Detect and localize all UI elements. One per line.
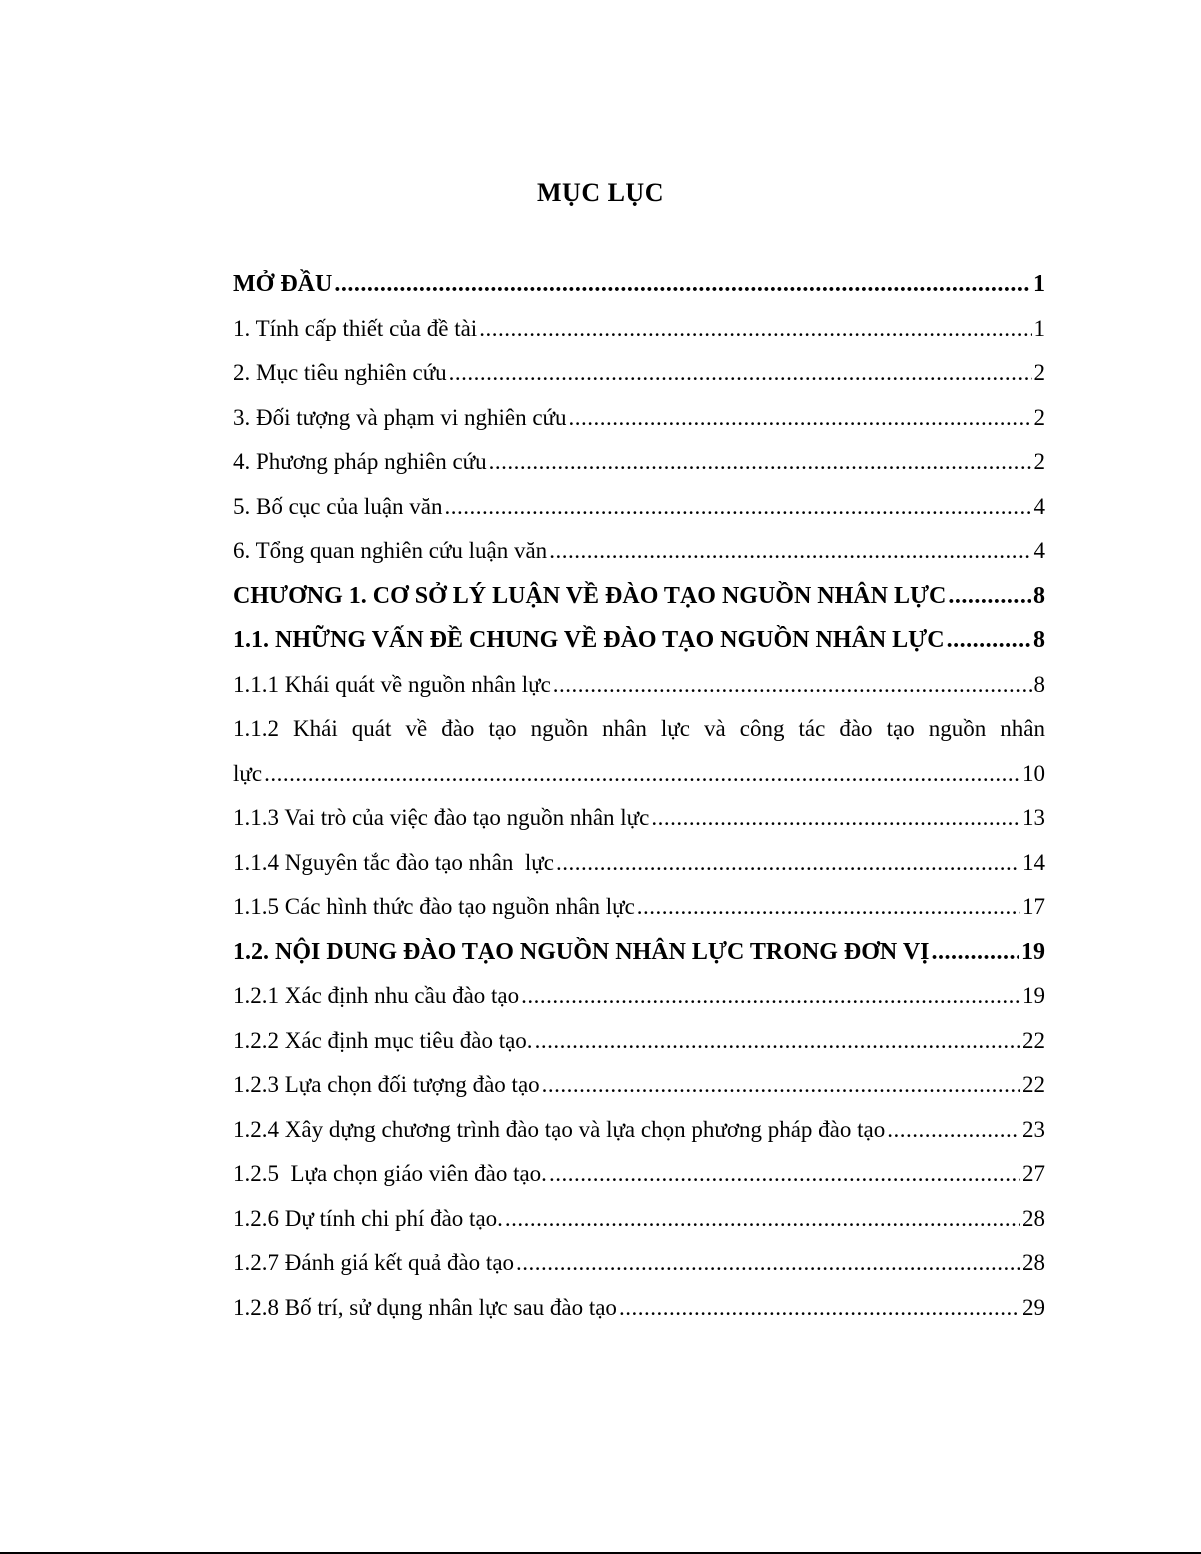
- toc-leader-dots: [549, 1152, 1020, 1197]
- toc-leader-dots: [479, 307, 1031, 352]
- toc-page-number: 27: [1022, 1161, 1045, 1186]
- toc-entry-label: 3. Đối tượng và phạm vi nghiên cứu: [233, 404, 567, 430]
- toc-page-number: 13: [1022, 805, 1045, 830]
- toc-entry-mo-dau[interactable]: [233, 262, 1045, 307]
- toc-entry-label-line1: 1.1.2 Khái quát về đào tạo nguồn nhân lực và công tác đào tạo nguồn nhân: [233, 716, 1045, 741]
- toc-entry[interactable]: [233, 1108, 1045, 1153]
- toc-leader-dots: [334, 262, 1031, 307]
- toc-page-number: 22: [1022, 1027, 1045, 1053]
- toc-entry[interactable]: [233, 1286, 1045, 1331]
- toc-page-number: 28: [1022, 1205, 1045, 1231]
- toc-entry-label: 1.2.2 Xác định mục tiêu đào tạo.: [233, 1027, 533, 1053]
- toc-entry-label: 1.1.1 Khái quát về nguồn nhân lực: [233, 671, 551, 697]
- toc-page-number: 22: [1022, 1072, 1045, 1097]
- toc-entry-label: 1.1.4 Nguyên tắc đào tạo nhân lực: [233, 849, 554, 875]
- toc-leader-dots: [887, 1108, 1020, 1153]
- toc-page-number: 4: [1033, 538, 1045, 563]
- toc-entry-chapter-1[interactable]: [233, 574, 1045, 619]
- toc-page-number: 8: [1033, 582, 1045, 609]
- toc-entry-label: 5. Bố cục của luận văn: [233, 493, 443, 519]
- toc-entry[interactable]: [233, 974, 1045, 1019]
- toc-leader-dots: [535, 1019, 1020, 1064]
- toc-entry[interactable]: [233, 796, 1045, 841]
- toc-page-number: 23: [1022, 1116, 1045, 1142]
- toc-page-number: 4: [1033, 493, 1045, 519]
- toc-entry[interactable]: [233, 1152, 1045, 1197]
- toc-page-number: 1: [1033, 315, 1045, 341]
- toc-leader-dots: [264, 752, 1020, 797]
- toc-entry[interactable]: [233, 885, 1045, 930]
- toc-page-number: 29: [1022, 1294, 1045, 1320]
- page-title: MỤC LỤC: [537, 178, 664, 207]
- toc-entry-label: MỞ ĐẦU: [233, 271, 333, 297]
- toc-entry-section-1-1[interactable]: [233, 618, 1045, 663]
- toc-leader-dots: [549, 529, 1031, 574]
- toc-entry-label: 1.2.8 Bố trí, sử dụng nhân lực sau đào tạo: [233, 1294, 617, 1320]
- toc-entry[interactable]: [233, 1019, 1045, 1064]
- toc-page-number: 19: [1022, 983, 1045, 1008]
- toc-page-number: 14: [1022, 849, 1045, 875]
- toc-page-number: 17: [1022, 894, 1045, 919]
- toc-entry[interactable]: [233, 529, 1045, 574]
- toc-page-number: 2: [1033, 360, 1045, 385]
- toc-entry[interactable]: [233, 1063, 1045, 1108]
- toc-page-number: 8: [1033, 627, 1045, 653]
- toc-leader-dots: [489, 440, 1032, 485]
- toc-entry-label: 1. Tính cấp thiết của đề tài: [233, 315, 478, 341]
- toc-leader-dots: [651, 796, 1020, 841]
- toc-leader-dots: [947, 618, 1031, 663]
- toc-leader-dots: [932, 930, 1020, 975]
- toc-page-number: 2: [1033, 449, 1045, 474]
- toc-leader-dots: [516, 1241, 1020, 1286]
- toc-page-number: 28: [1022, 1250, 1045, 1275]
- toc-entry[interactable]: [233, 663, 1045, 708]
- toc-page-number: 8: [1033, 671, 1045, 697]
- toc-leader-dots: [444, 485, 1031, 530]
- toc-entry-multiline[interactable]: [233, 707, 1045, 796]
- toc-entry[interactable]: [233, 1197, 1045, 1242]
- toc-entry-label: 1.2. NỘI DUNG ĐÀO TẠO NGUỒN NHÂN LỰC TRONG ĐƠN VỊ: [233, 938, 930, 965]
- toc-entry[interactable]: [233, 1241, 1045, 1286]
- toc-page-number: 10: [1022, 760, 1045, 786]
- toc-entry-label: lực: [233, 760, 263, 786]
- toc-entry-label: CHƯƠNG 1. CƠ SỞ LÝ LUẬN VỀ ĐÀO TẠO NGUỒN NHÂN LỰC: [233, 582, 947, 609]
- toc-page-number: 19: [1021, 938, 1045, 965]
- toc-entry-label: 1.1. NHỮNG VẤN ĐỀ CHUNG VỀ ĐÀO TẠO NGUỒN NHÂN LỰC: [233, 627, 945, 653]
- toc-entry-label: 1.2.6 Dự tính chi phí đào tạo.: [233, 1205, 503, 1231]
- toc-leader-dots: [542, 1063, 1020, 1108]
- toc-entry[interactable]: [233, 485, 1045, 530]
- toc-entry-label: 1.1.5 Các hình thức đào tạo nguồn nhân lực: [233, 894, 635, 919]
- toc-entry-label: 1.2.5 Lựa chọn giáo viên đào tạo.: [233, 1161, 547, 1186]
- toc-entry[interactable]: [233, 351, 1045, 396]
- toc-entry[interactable]: [233, 307, 1045, 352]
- toc-entry-label: 6. Tổng quan nghiên cứu luận văn: [233, 538, 548, 563]
- toc-leader-dots: [619, 1286, 1020, 1331]
- toc-entry-label: 1.1.3 Vai trò của việc đào tạo nguồn nhân lực: [233, 805, 650, 830]
- toc-entry-line2: [233, 752, 1045, 797]
- toc-leader-dots: [556, 841, 1020, 886]
- toc-entry-label: 4. Phương pháp nghiên cứu: [233, 449, 487, 474]
- toc-entry[interactable]: [233, 396, 1045, 441]
- toc-entry[interactable]: [233, 440, 1045, 485]
- toc-leader-dots: [948, 574, 1031, 619]
- toc-leader-dots: [505, 1197, 1020, 1242]
- toc-entry[interactable]: [233, 841, 1045, 886]
- toc-entry-label: 2. Mục tiêu nghiên cứu: [233, 360, 447, 385]
- toc-entry-label: 1.2.3 Lựa chọn đối tượng đào tạo: [233, 1072, 540, 1097]
- toc-page-number: 2: [1033, 404, 1045, 430]
- table-of-contents: [233, 262, 1045, 1330]
- toc-entry-section-1-2[interactable]: [233, 930, 1045, 975]
- toc-page-number: 1: [1033, 271, 1045, 297]
- toc-leader-dots: [637, 885, 1020, 930]
- toc-leader-dots: [569, 396, 1032, 441]
- toc-entry-label: 1.2.1 Xác định nhu cầu đào tạo: [233, 983, 520, 1008]
- toc-leader-dots: [449, 351, 1032, 396]
- toc-entry-label: 1.2.7 Đánh giá kết quả đào tạo: [233, 1250, 515, 1275]
- toc-leader-dots: [553, 663, 1032, 708]
- toc-leader-dots: [521, 974, 1020, 1019]
- toc-entry-label: 1.2.4 Xây dựng chương trình đào tạo và lựa chọn phương pháp đào tạo: [233, 1116, 886, 1142]
